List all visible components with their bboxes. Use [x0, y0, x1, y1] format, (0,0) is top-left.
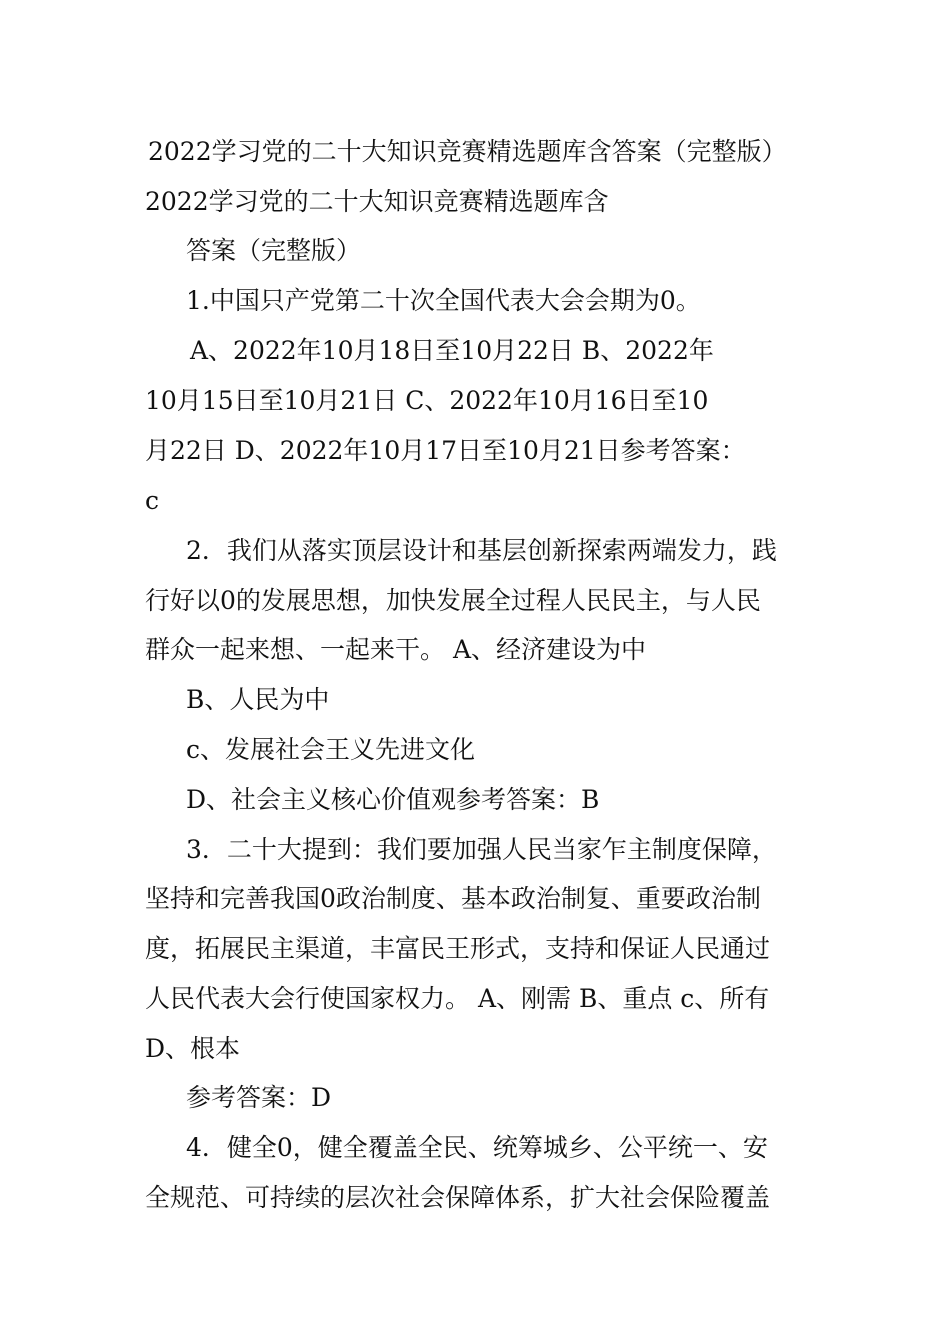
- question-1: 1.中国只产党第二十次全国代表大会会期为0。: [186, 286, 701, 315]
- question-4: 4．健全0，健全覆盖全民、统筹城乡、公平统一、安: [186, 1133, 768, 1162]
- question-4: 全规范、可持续的层次社会保障体系，扩大社会保险覆盖: [145, 1183, 771, 1212]
- question-3-options: D、根本: [145, 1034, 241, 1063]
- question-3: 度，拓展民主渠道，丰富民王形式，支持和保证人民通过: [145, 934, 771, 963]
- question-3-options: 人民代表大会行使国家权力。 A、刚需 B、重点 c、所有: [145, 984, 770, 1013]
- question-1-options: A、2022年10月18日至10月22日 B、2022年: [190, 336, 714, 365]
- question-2-option: D、社会主义核心价值观参考答案：B: [186, 785, 600, 814]
- question-2-option: B、人民为中: [186, 685, 330, 714]
- question-1-options: 月22日 D、2022年10月17日至10月21日参考答案：: [145, 436, 746, 465]
- question-1-options: 10月15日至10月21日 C、2022年10月16日至10: [145, 386, 709, 415]
- question-2: 2．我们从落实顶层设计和基层创新探索两端发力，践: [186, 536, 777, 565]
- doc-title-line: 2022学习党的二十大知识竞赛精选题库含答案（完整版）: [148, 137, 787, 166]
- question-2-option: c、发展社会王义先进文化: [186, 735, 476, 764]
- doc-subtitle-line-2: 答案（完整版）: [186, 236, 362, 265]
- question-3-answer: 参考答案：D: [186, 1083, 332, 1112]
- question-2: 群众一起来想、一起来干。 A、经济建设为中: [145, 635, 647, 664]
- doc-subtitle-line: 2022学习党的二十大知识竞赛精选题库含: [145, 187, 609, 216]
- question-3: 坚持和完善我国0政治制度、基本政治制复、重要政治制: [145, 884, 761, 913]
- question-2: 行好以0的发展思想，加快发展全过程人民民主，与人民: [145, 586, 761, 615]
- question-1-answer: c: [145, 486, 160, 515]
- question-3: 3．二十大提到：我们要加强人民当家乍主制度保障，: [186, 835, 777, 864]
